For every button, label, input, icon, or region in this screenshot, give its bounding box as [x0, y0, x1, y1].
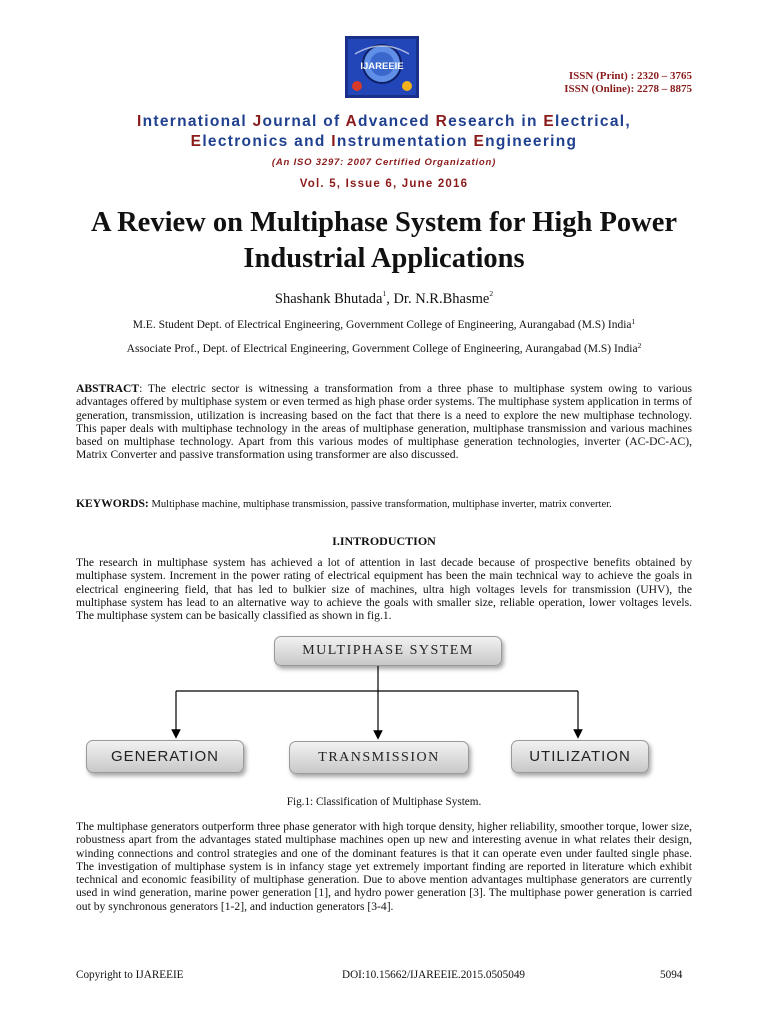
introduction-paragraph: The research in multiphase system has achieved a lot of attention in last decade because of prospective benefits obtained by multiphase system. Increment in the power rating of electrical equipment has been the main technical way to achieve the goals in electrical engineering field, that has led to bulkier size of machines, ultra high voltages levels for transmission (UHV), the multiphase system has lead to an alternative way to achieve the goals with smaller size, reliable operation, lower voltages levels. The multiphase system can be basically classified as shown in fig.1.: [76, 556, 692, 623]
author-1: Shashank Bhutada: [274, 291, 383, 307]
footer-copyright: Copyright to IJAREEIE: [76, 969, 184, 981]
journal-title-word: ngineering: [485, 133, 578, 150]
journal-title-initial: E: [473, 133, 486, 150]
journal-title-word: ournal of: [262, 113, 346, 130]
certification-note: (An ISO 3297: 2007 Certified Organization): [271, 157, 497, 168]
figure-caption: Fig.1: Classification of Multiphase System.: [286, 796, 482, 808]
issn-print: ISSN (Print) : 2320 – 3765: [568, 70, 692, 82]
logo-text: IJAREEIE: [360, 61, 404, 72]
diagram-node-transmission: TRANSMISSION: [289, 741, 469, 774]
journal-title-initial: A: [345, 113, 359, 130]
author-separator: , Dr. N.R.Bhasme: [386, 291, 490, 307]
author-2-sup: 2: [489, 289, 494, 298]
diagram-node-multiphase-system: MULTIPHASE SYSTEM: [274, 636, 502, 666]
journal-title-word: lectronics and: [202, 133, 332, 150]
journal-title-initial: R: [435, 113, 449, 130]
journal-title-initial: I: [137, 113, 143, 130]
journal-title-word: nternational: [142, 113, 253, 130]
footer-page-number: 5094: [660, 969, 683, 981]
abstract-label: ABSTRACT: [76, 382, 140, 395]
generation-paragraph: The multiphase generators outperform three phase generator with high torque density, higher reliability, smoother torque, lower size, robustness apart from the advantages stated multiphase machines open up new and interesting avenue in what relates their design, winding connections and control strategies and one of the dominant features is that it can operate even under faulted single phase. The investigation of multiphase system is in infancy stage yet extremely important finding are reported in literature which exhibit technical and economic feasibility of multiphase generation. Due to above mention advantages multiphase generators are currently used in wind generation, marine power generation [1], and hydro power generation [3]. The multiphase power generation is carried out by synchronous generators [1-2], and induction generators [3-4].: [76, 820, 692, 913]
journal-title-initial: I: [331, 133, 337, 150]
journal-title-word: dvanced: [358, 113, 436, 130]
journal-title-word: lectrical,: [555, 113, 631, 130]
journal-title-word: nstrumentation: [336, 133, 474, 150]
section-heading-introduction: I.INTRODUCTION: [332, 534, 436, 548]
footer-doi: DOI:10.15662/IJAREEIE.2015.0505049: [342, 969, 526, 981]
author-1-sup: 1: [382, 289, 387, 298]
volume-issue: Vol. 5, Issue 6, June 2016: [299, 178, 469, 190]
diagram-node-utilization: UTILIZATION: [511, 740, 649, 773]
journal-title-initial: J: [252, 113, 263, 130]
paper-title: A Review on Multiphase System for High Power Industrial Applications: [90, 207, 678, 274]
journal-title-word: esearch in: [448, 113, 544, 130]
affiliation-1: M.E. Student Dept. of Electrical Engineering, Government College of Engineering, Aurangabad (M.S) India$^1$: [132, 317, 636, 331]
journal-title-initial: E: [190, 133, 203, 150]
diagram-node-generation: GENERATION: [86, 740, 244, 773]
issn-online: ISSN (Online): 2278 – 8875: [564, 83, 692, 95]
affiliation-2: Associate Prof., Dept. of Electrical Engineering, Government College of Engineering, Aurangabad (M.S) India$^2$: [126, 341, 642, 355]
keywords-label: KEYWORDS:: [76, 497, 149, 510]
keywords-text: Multiphase machine, multiphase transmission, passive transformation, multiphase inverter, matrix converter.: [148, 499, 612, 510]
journal-title-initial: E: [543, 113, 556, 130]
abstract-text: : The electric sector is witnessing a transformation from a three phase to multiphase system owing to various advantages offered by multiphase system or even termed as high phase order systems. The multiphase system application in terms of generation, transmission, utilization is increasing based on the fact that there is a need to explore the new multiphase technology. This paper deals with multiphase technology in the areas of multiphase generation, multiphase transmission and various machines based on multiphase technology. Apart from this various modes of multiphase generation technologies, inverter (AC-DC-AC), Matrix Converter and passive transformation using transformer are also discussed.: [76, 382, 692, 462]
